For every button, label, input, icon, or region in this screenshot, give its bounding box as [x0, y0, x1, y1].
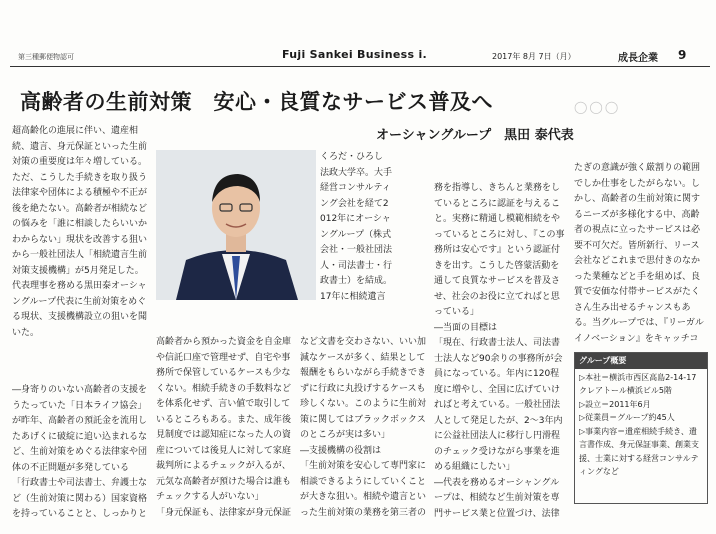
article-column-1 — [12, 124, 152, 342]
bio-text: くろだ・ひろし 法政大学卒。大手経営コンサルティング会社を経て2012年にオーシャングループ（株式会社・一般社団法人・司法書士・行政書士）を結成。17年に相続遺言 — [320, 152, 392, 300]
section-label: 成長企業 — [618, 53, 658, 64]
article-column-2 — [12, 352, 152, 518]
profile-item-founded: ▷設立＝2011年6月 — [579, 399, 651, 409]
column-2-text: ―身寄りのいない高齢者の支援をうたっていた「日本ライフ協会」が昨年、高齢者の預託金を流用したあげくに破綻に追い込まれるなど、生前対策をめぐる法律家や団体の不正問題が多発している 「行政書士や司法書士、弁護士など（生前対策に関わる）国家資格を持っていることと、しっかりと — [12, 385, 148, 518]
page-number: 9 — [678, 48, 687, 62]
profile-box-body — [575, 369, 707, 481]
profile-item-hq: ▷本社＝横浜市西区高島2-14-17 クレアトール横浜ビル5階 — [579, 372, 697, 395]
page-header — [10, 44, 710, 67]
profile-item-employees: ▷従業員＝グループ約45人 — [579, 413, 675, 422]
column-3-text: 高齢者から預かった資金を自金庫や信託口座で管理せず、自宅や事務所で保管しているケースも少なくない。相続手続きの手数料などを体系化せず、言い値で取引しているところもある。また、成年後見制度では認知症になった人の資産については後見人に対して家庭裁判所によるチェックが入るが、元気な高齢者が預けた場合は誰もチェックする人がいない」 「身元保証も、法律家が身元保証 — [156, 337, 292, 518]
article-column-4 — [300, 304, 430, 518]
column-6-text: たぎの意識が強く厳割りの範囲でしか仕事をしたがらない。しかし、高齢者の生前対策に関するニーズが多様化する中、高齢者の視点に立ったサービスは必要不可欠だ。皆所新行、リース会社などこれまで思付きのなかった業種などと手を組めば、良質で安価な付帯サービスがたくさん生み出せるチャンスもある。当グループでは、『リーガルイノベーション』をキャッチコ — [574, 163, 704, 344]
article-column-5 — [434, 150, 566, 518]
profile-box-title: グループ概要 — [575, 353, 707, 369]
issue-date: 2017年 8月 7日（月） — [492, 52, 576, 61]
faded-logo: ◯◯◯ — [574, 100, 621, 114]
profile-bio — [320, 150, 392, 300]
masthead: Fuji Sankei Business i. — [282, 48, 428, 61]
article-column-3 — [156, 304, 296, 518]
article-column-6 — [574, 130, 706, 346]
column-1-text: 超高齢化の進展に伴い、遺産相続、遺言、身元保証といった生前対策の重要度は年々増している。ただ、こうした手続きを取り扱う法律家や団体による積極や不正が後を絶たない。高齢者が相続などの悩みを「誰に相談したらいいかわからない」現状を改善する狙いから一般社団法人「相続遺言生前対策支援機構」が5月発足した。代表理事を務める黒田泰オーシャングループ代表に生前対策をめぐる現状、支援機構設立の狙いを聞いた。 — [12, 126, 148, 338]
article-headline: 高齢者の生前対策 安心・良質なサービス普及へ — [20, 90, 493, 114]
column-4-text: など文書を交わさない、いい加減なケースが多く、結果として報酬をもらいながら手続きできずに行政に丸投げするケースも珍しくない。このように生前対策に関してはブラックボックスのところが実は多い」 ―支援機構の役割は 「生前対策を安心して専門家に相談できるようにしていくことが大きな狙い。相続や遺言といった生前対策の業務を第三者の — [300, 337, 427, 518]
column-5-text: 務を指導し、きちんと業務をしているところに認証を与えること。実務に精通し模範相続をやっているところに対し、『この事務所は安心です』という認証付きを出す。こうした啓蒙活動を通して良質なサービスを普及させ、社会のお役に立てればと思っている」 ―当面の目標は 「現在、行政書士法人、司法書士法人など90余りの事務所が会員になっている。年内に120程度に増やし、全国に広げていければと考えている。一般社団法人として発足したが、2～3年内に公益社団法人に移行し円滑程のチェック受けながら事業を進める組織にしたい」 ―代表を務めるオーシャングループは、相続など生前対策を専門サービス業と位置づけ、法律 — [434, 183, 565, 518]
article-byline: オーシャングループ 黒田 泰代表 — [376, 128, 574, 143]
portrait-photo — [156, 150, 316, 300]
portrait-illustration — [156, 150, 316, 300]
postal-approval: 第三種郵便物認可 — [18, 53, 74, 61]
group-profile-box — [574, 352, 708, 504]
profile-item-business: ▷事業内容＝遺産相続手続き、遺言書作成、身元保証事業、創業支援、士業に対する経営コンサルティングなど — [579, 426, 699, 476]
